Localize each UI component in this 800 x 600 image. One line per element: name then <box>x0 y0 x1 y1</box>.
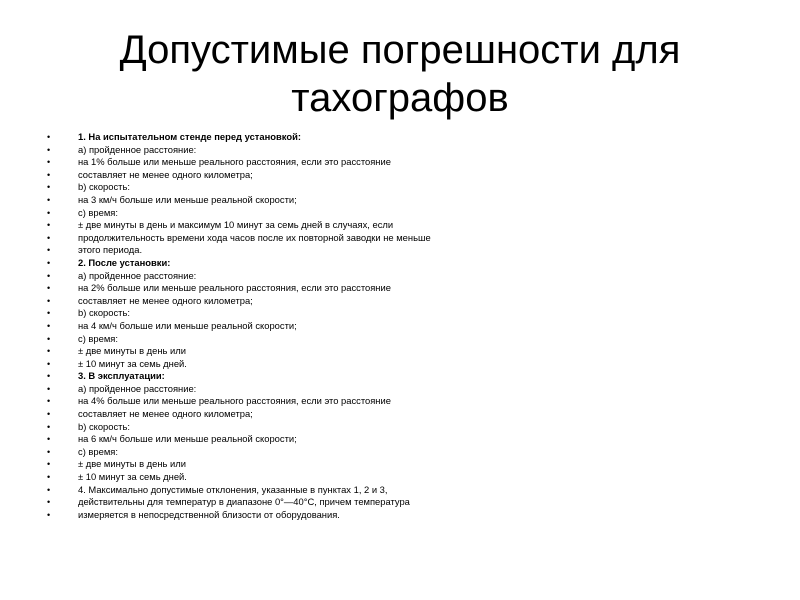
bullet-text: с) время: <box>78 206 118 218</box>
bullet-item <box>44 370 764 383</box>
slide-title-line-1: Допустимые погрешности для <box>119 28 681 72</box>
bullet-text: продолжительность времени хода часов после их повторной заводки не меньше <box>78 231 431 243</box>
bullet-item <box>44 244 764 257</box>
bullet-dot-icon: • <box>47 383 51 394</box>
bullet-item <box>44 307 764 320</box>
bullet-text: а) пройденное расстояние: <box>78 382 197 394</box>
bullet-text: на 2% больше или меньше реального расстояния, если это расстояние <box>78 282 391 294</box>
bullet-item <box>44 471 764 484</box>
bullet-dot-icon: • <box>47 270 51 281</box>
bullet-text: b) скорость: <box>78 420 130 432</box>
bullet-dot-icon: • <box>47 182 51 193</box>
bullet-text: на 4% больше или меньше реального расстояния, если это расстояние <box>78 395 391 407</box>
bullet-dot-icon: • <box>47 472 51 483</box>
bullet-dot-icon: • <box>47 346 51 357</box>
bullet-text: составляет не менее одного километра; <box>78 294 253 306</box>
bullet-text: с) время: <box>78 332 118 344</box>
bullet-item <box>44 270 764 283</box>
bullet-text: 4. Максимально допустимые отклонения, указанные в пунктах 1, 2 и 3, <box>78 483 388 495</box>
bullet-text: с) время: <box>78 445 118 457</box>
bullet-text: на 4 км/ч больше или меньше реальной скорости; <box>78 319 297 331</box>
bullet-item <box>44 408 764 421</box>
bullet-text: 3. В эксплуатации: <box>78 370 165 382</box>
bullet-item <box>44 358 764 371</box>
slide-title <box>40 26 760 122</box>
bullet-dot-icon: • <box>47 421 51 432</box>
bullet-dot-icon: • <box>47 308 51 319</box>
bullet-item <box>44 496 764 509</box>
bullet-item <box>44 219 764 232</box>
bullet-item <box>44 131 764 144</box>
bullet-text: 2. После установки: <box>78 256 171 268</box>
bullet-item <box>44 257 764 270</box>
bullet-item <box>44 295 764 308</box>
bullet-item <box>44 484 764 497</box>
bullet-text: ± 10 минут за семь дней. <box>78 357 187 369</box>
bullet-text: b) скорость: <box>78 307 130 319</box>
bullet-text: действительны для температур в диапазоне 0°—40°С, причем температура <box>78 496 410 508</box>
bullet-dot-icon: • <box>47 371 51 382</box>
bullet-dot-icon: • <box>47 509 51 520</box>
bullet-dot-icon: • <box>47 169 51 180</box>
bullet-dot-icon: • <box>47 144 51 155</box>
bullet-dot-icon: • <box>47 220 51 231</box>
bullet-dot-icon: • <box>47 283 51 294</box>
bullet-dot-icon: • <box>47 484 51 495</box>
bullet-text: на 3 км/ч больше или меньше реальной скорости; <box>78 193 297 205</box>
bullet-dot-icon: • <box>47 245 51 256</box>
bullet-item <box>44 333 764 346</box>
bullet-dot-icon: • <box>47 396 51 407</box>
bullet-item <box>44 169 764 182</box>
bullet-item <box>44 421 764 434</box>
bullet-dot-icon: • <box>47 207 51 218</box>
bullet-item <box>44 458 764 471</box>
bullet-dot-icon: • <box>47 257 51 268</box>
bullet-dot-icon: • <box>47 497 51 508</box>
bullet-text: ± две минуты в день или <box>78 458 186 470</box>
bullet-text: составляет не менее одного километра; <box>78 168 253 180</box>
bullet-dot-icon: • <box>47 459 51 470</box>
bullet-text: на 1% больше или меньше реального расстояния, если это расстояние <box>78 156 391 168</box>
bullet-list <box>44 131 764 521</box>
bullet-item <box>44 194 764 207</box>
bullet-dot-icon: • <box>47 409 51 420</box>
bullet-dot-icon: • <box>47 434 51 445</box>
bullet-text: а) пройденное расстояние: <box>78 143 197 155</box>
bullet-text: 1. На испытательном стенде перед установкой: <box>78 131 301 142</box>
bullet-text: этого периода. <box>78 244 143 256</box>
bullet-text: на 6 км/ч больше или меньше реальной скорости; <box>78 433 297 445</box>
bullet-dot-icon: • <box>47 157 51 168</box>
bullet-dot-icon: • <box>47 132 51 142</box>
bullet-dot-icon: • <box>47 358 51 369</box>
bullet-text: ± две минуты в день или <box>78 345 186 357</box>
bullet-item <box>44 207 764 220</box>
bullet-item <box>44 395 764 408</box>
bullet-text: а) пройденное расстояние: <box>78 269 197 281</box>
bullet-item <box>44 232 764 245</box>
bullet-item <box>44 446 764 459</box>
bullet-text: измеряется в непосредственной близости от оборудования. <box>78 508 340 520</box>
bullet-dot-icon: • <box>47 194 51 205</box>
bullet-dot-icon: • <box>47 446 51 457</box>
bullet-item <box>44 181 764 194</box>
bullet-text: ± две минуты в день и максимум 10 минут за семь дней в случаях, если <box>78 219 394 231</box>
slide-title-line-2: тахографов <box>291 76 509 120</box>
bullet-dot-icon: • <box>47 320 51 331</box>
bullet-text: составляет не менее одного километра; <box>78 408 253 420</box>
bullet-item <box>44 144 764 157</box>
bullet-dot-icon: • <box>47 295 51 306</box>
bullet-text: ± 10 минут за семь дней. <box>78 471 187 483</box>
bullet-item <box>44 509 764 522</box>
bullet-item <box>44 433 764 446</box>
bullet-item <box>44 383 764 396</box>
bullet-item <box>44 320 764 333</box>
bullet-dot-icon: • <box>47 333 51 344</box>
bullet-item <box>44 156 764 169</box>
bullet-text: b) скорость: <box>78 181 130 193</box>
bullet-dot-icon: • <box>47 232 51 243</box>
bullet-item <box>44 282 764 295</box>
bullet-item <box>44 345 764 358</box>
